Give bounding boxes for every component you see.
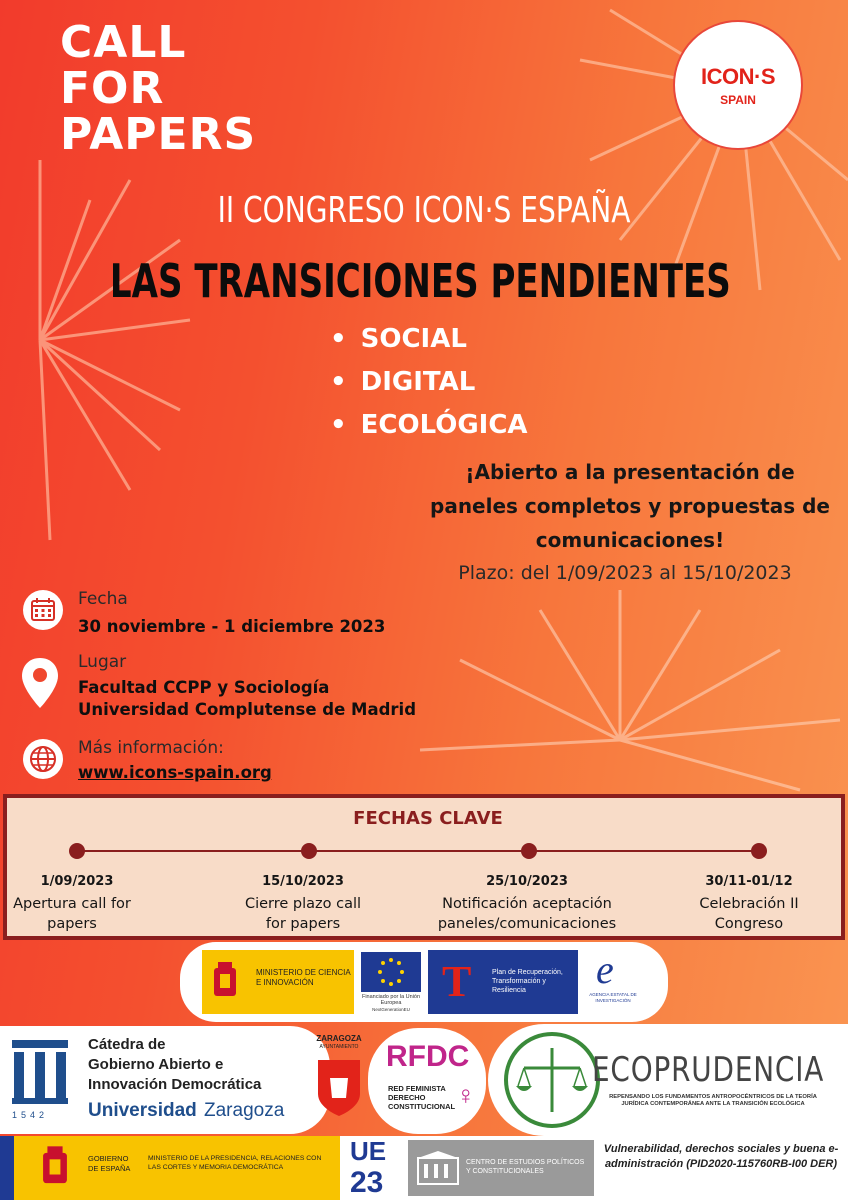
call-line-1: CALL — [60, 17, 187, 68]
plan-label: Plan de Recuperación, Transformación y Resiliencia — [492, 969, 563, 994]
spain-coat-of-arms-icon — [208, 958, 242, 1006]
cepc-label: CENTRO DE ESTUDIOS POLÍTICOS Y CONSTITUCIONALES — [466, 1159, 585, 1175]
date-value: 30 noviembre - 1 diciembre 2023 — [78, 617, 386, 636]
date-label: Fecha — [78, 589, 128, 609]
catedra-line-1: Cátedra de — [88, 1036, 166, 1053]
cepc-logo — [408, 1140, 594, 1196]
timeline-line — [77, 850, 763, 852]
icons-spain-logo — [673, 20, 803, 150]
spain-coat-of-arms-icon — [36, 1142, 74, 1194]
congress-title: LAS TRANSICIONES PENDIENTES — [109, 254, 731, 308]
key-dates-panel — [3, 794, 845, 940]
univ-city: Zaragoza — [204, 1100, 285, 1121]
more-info-label: Más información: — [78, 738, 224, 758]
deadline-text: Plazo: del 1/09/2023 al 15/10/2023 — [458, 562, 792, 584]
eu-funded-label: Financiado por la Unión Europea — [361, 994, 421, 1006]
timeline-date: 25/10/2023 — [486, 874, 568, 889]
timeline-date: 15/10/2023 — [262, 874, 344, 889]
place-line-2: Universidad Complutense de Madrid — [78, 700, 417, 719]
timeline-desc: Celebración II Congreso — [699, 896, 799, 932]
recovery-plan-logo — [428, 950, 578, 1014]
ecoprudencia-logo — [488, 1024, 848, 1136]
gobierno-espana-logo — [0, 1136, 340, 1200]
place-line-1: Facultad CCPP y Sociología — [78, 678, 330, 697]
sponsors-row-1 — [180, 942, 668, 1022]
rfdc-logo — [368, 1028, 486, 1134]
aei-logo — [588, 946, 638, 1018]
gobierno-label: GOBIERNO DE ESPAÑA — [88, 1154, 131, 1173]
eu-next-label: NextGenerationEU — [372, 1007, 410, 1012]
call-line-3: PAPERS — [60, 109, 257, 160]
catedra-block — [0, 1026, 330, 1134]
univ-year: 1542 — [12, 1110, 49, 1120]
location-pin-icon — [20, 656, 60, 710]
univ-label: Universidad — [88, 1100, 197, 1121]
rfdc-sub: RED FEMINISTA DERECHO CONSTITUCIONAL — [388, 1084, 456, 1111]
website-link[interactable]: www.icons-spain.org — [78, 763, 272, 782]
timeline-dot — [301, 843, 317, 859]
calendar-icon — [22, 589, 64, 631]
call-line-2: FOR — [60, 63, 165, 114]
theme-item: • SOCIAL — [330, 318, 528, 361]
globe-icon — [22, 738, 64, 780]
timeline-desc: Apertura call for papers — [13, 896, 131, 932]
sunburst-bottom-right-decoration — [400, 580, 848, 800]
eu-flag-strip-icon — [0, 1136, 14, 1200]
ecoprudencia-sub: REPENSANDO LOS FUNDAMENTOS ANTROPOCÉNTRICOS DE LA TEORÍA JURÍDICA CONTEMPORÁNEA ANTE LA TRANSICIÓN ECOLÓGICA — [609, 1094, 817, 1107]
timeline-dot — [521, 843, 537, 859]
zaragoza-ayuntamiento-logo — [312, 1030, 366, 1130]
project-label: Vulnerabilidad, derechos sociales y buena e-administración (PID2020-115760RB-I00 DER) — [603, 1143, 839, 1170]
timeline-date: 30/11-01/12 — [705, 874, 793, 889]
logo-sub: SPAIN — [720, 92, 756, 107]
ue23-top: UE — [350, 1136, 387, 1166]
zaragoza-bridge-icon — [10, 1036, 70, 1106]
ministerio-label: MINISTERIO DE CIENCIA E INNOVACIÓN — [256, 968, 351, 987]
female-symbol-icon: ♀ — [456, 1080, 476, 1110]
ministerio-ciencia-logo — [202, 950, 354, 1014]
theme-item: • DIGITAL — [330, 361, 528, 404]
sponsors-bottom-bar — [0, 1136, 848, 1200]
cepc-building-icon — [416, 1150, 460, 1186]
themes-list — [330, 318, 528, 447]
congress-subtitle: II CONGRESO ICON·S ESPAÑA — [217, 190, 631, 231]
place-label: Lugar — [78, 652, 127, 672]
sunburst-left-decoration — [0, 120, 200, 560]
timeline-dot — [751, 843, 767, 859]
key-dates-title: FECHAS CLAVE — [353, 808, 503, 829]
theme-item: • ECOLÓGICA — [330, 404, 528, 447]
aei-e-icon: e — [596, 947, 614, 992]
tr-mark-icon: T — [442, 957, 472, 1006]
timeline-desc: Notificación aceptación paneles/comunicaciones — [437, 896, 617, 932]
ue23-bottom: 23 — [350, 1166, 384, 1199]
justice-scale-icon — [502, 1030, 602, 1130]
ecoprudencia-title: ECOPRUDENCIA — [592, 1050, 825, 1090]
rfdc-title: RFDC — [386, 1040, 470, 1073]
eu-logo — [358, 950, 424, 1014]
zaragoza-label: ZARAGOZA — [316, 1034, 362, 1043]
call-for-papers-heading — [60, 17, 257, 160]
timeline-date: 1/09/2023 — [40, 874, 114, 889]
aei-label: AGENCIA ESTATAL DE INVESTIGACIÓN — [589, 992, 637, 1003]
ministerio-presidencia-label: MINISTERIO DE LA PRESIDENCIA, RELACIONES CON LAS CORTES Y MEMORIA DEMOCRÁTICA — [148, 1155, 322, 1171]
catedra-line-2: Gobierno Abierto e — [88, 1056, 224, 1073]
timeline-dot — [69, 843, 85, 859]
zaragoza-shield-icon — [316, 1058, 362, 1118]
timeline-desc: Cierre plazo call for papers — [244, 896, 362, 932]
eu-flag-icon — [361, 952, 421, 992]
ue23-logo — [344, 1136, 404, 1200]
logo-name: ICON·S — [701, 63, 775, 89]
catedra-line-3: Innovación Democrática — [88, 1076, 262, 1093]
ayuntamiento-label: AYUNTAMIENTO — [319, 1044, 359, 1050]
call-open-text: ¡Abierto a la presentación de paneles completos y propuestas de comunicaciones! — [430, 460, 830, 552]
